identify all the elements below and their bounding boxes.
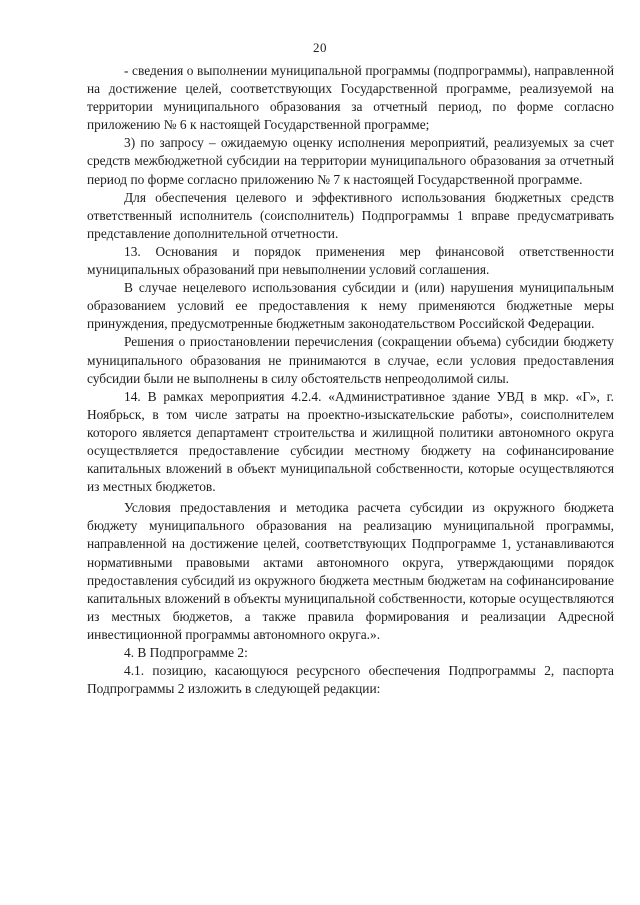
page-number: 20 <box>313 40 327 55</box>
paragraph-subprogram-2: 4. В Подпрограмме 2: <box>124 645 248 660</box>
paragraph-expected-assessment: 3) по запросу – ожидаемую оценку исполнения мероприятий, реализуемых за счет средств межбюджетной субсидии на территории муниципального образования за отчетный период по форме согласно приложению № 7 к настоящей Государственной программе. <box>87 135 614 187</box>
paragraph-report-info: - сведения о выполнении муниципальной программы (подпрограммы), направленной на достижение целей, соответствующих Государственной программе, реализуемой на территории муниципального образования за отчетный период, по форме согласно приложению № 6 к настоящей Государственной программе; <box>87 63 614 133</box>
paragraph-section-13: 13. Основания и порядок применения мер финансовой ответственности муниципальных образований при невыполнении условий соглашения. <box>87 243 614 278</box>
document-body <box>87 62 614 698</box>
paragraph-additional-reporting: Для обеспечения целевого и эффективного использования бюджетных средств ответственный исполнитель (соисполнитель) Подпрограммы 1 вправе предусматривать представление дополнительной отчетности. <box>87 189 614 241</box>
paragraph-misuse-measures: В случае нецелевого использования субсидии и (или) нарушения муниципальным образованием условий ее предоставления к нему применяются бюджетные меры принуждения, предусмотренные бюджетным законодательством Российской Федерации. <box>87 280 614 332</box>
paragraph-section-14: 14. В рамках мероприятия 4.2.4. «Административное здание УВД в мкр. «Г», г. Ноябрьск, в том числе затраты на проектно-изыскательские работы», соисполнителем которого является департамент строительства и жилищной политики автономного округа осуществляется предоставление субсидии местному бюджету на софинансирование капитальных вложений в объект муниципальной собственности, которые осуществляются из местных бюджетов. <box>87 388 614 495</box>
paragraph-subsidy-conditions: Условия предоставления и методика расчета субсидии из окружного бюджета бюджету муниципального образования на реализацию муниципальной программы, направленной на достижение целей, соответствующих Подпрограмме 1, устанавливаются нормативными правовыми актами автономного округа, утверждающими порядок предоставления субсидий из окружного бюджета местным бюджетам на софинансирование капитальных вложений в объекты муниципальной собственности, которые осуществляются из местных бюджетов, а также правила формирования и реализации Адресной инвестиционной программы автономного округа.». <box>87 500 614 642</box>
paragraph-suspension-decisions: Решения о приостановлении перечисления (сокращении объема) субсидии бюджету муниципального образования не принимаются в случае, если условия предоставления субсидии были не выполнены в силу обстоятельств непреодолимой силы. <box>87 334 614 386</box>
paragraph-4-1: 4.1. позицию, касающуюся ресурсного обеспечения Подпрограммы 2, паспорта Подпрограммы 2 изложить в следующей редакции: <box>87 663 614 697</box>
